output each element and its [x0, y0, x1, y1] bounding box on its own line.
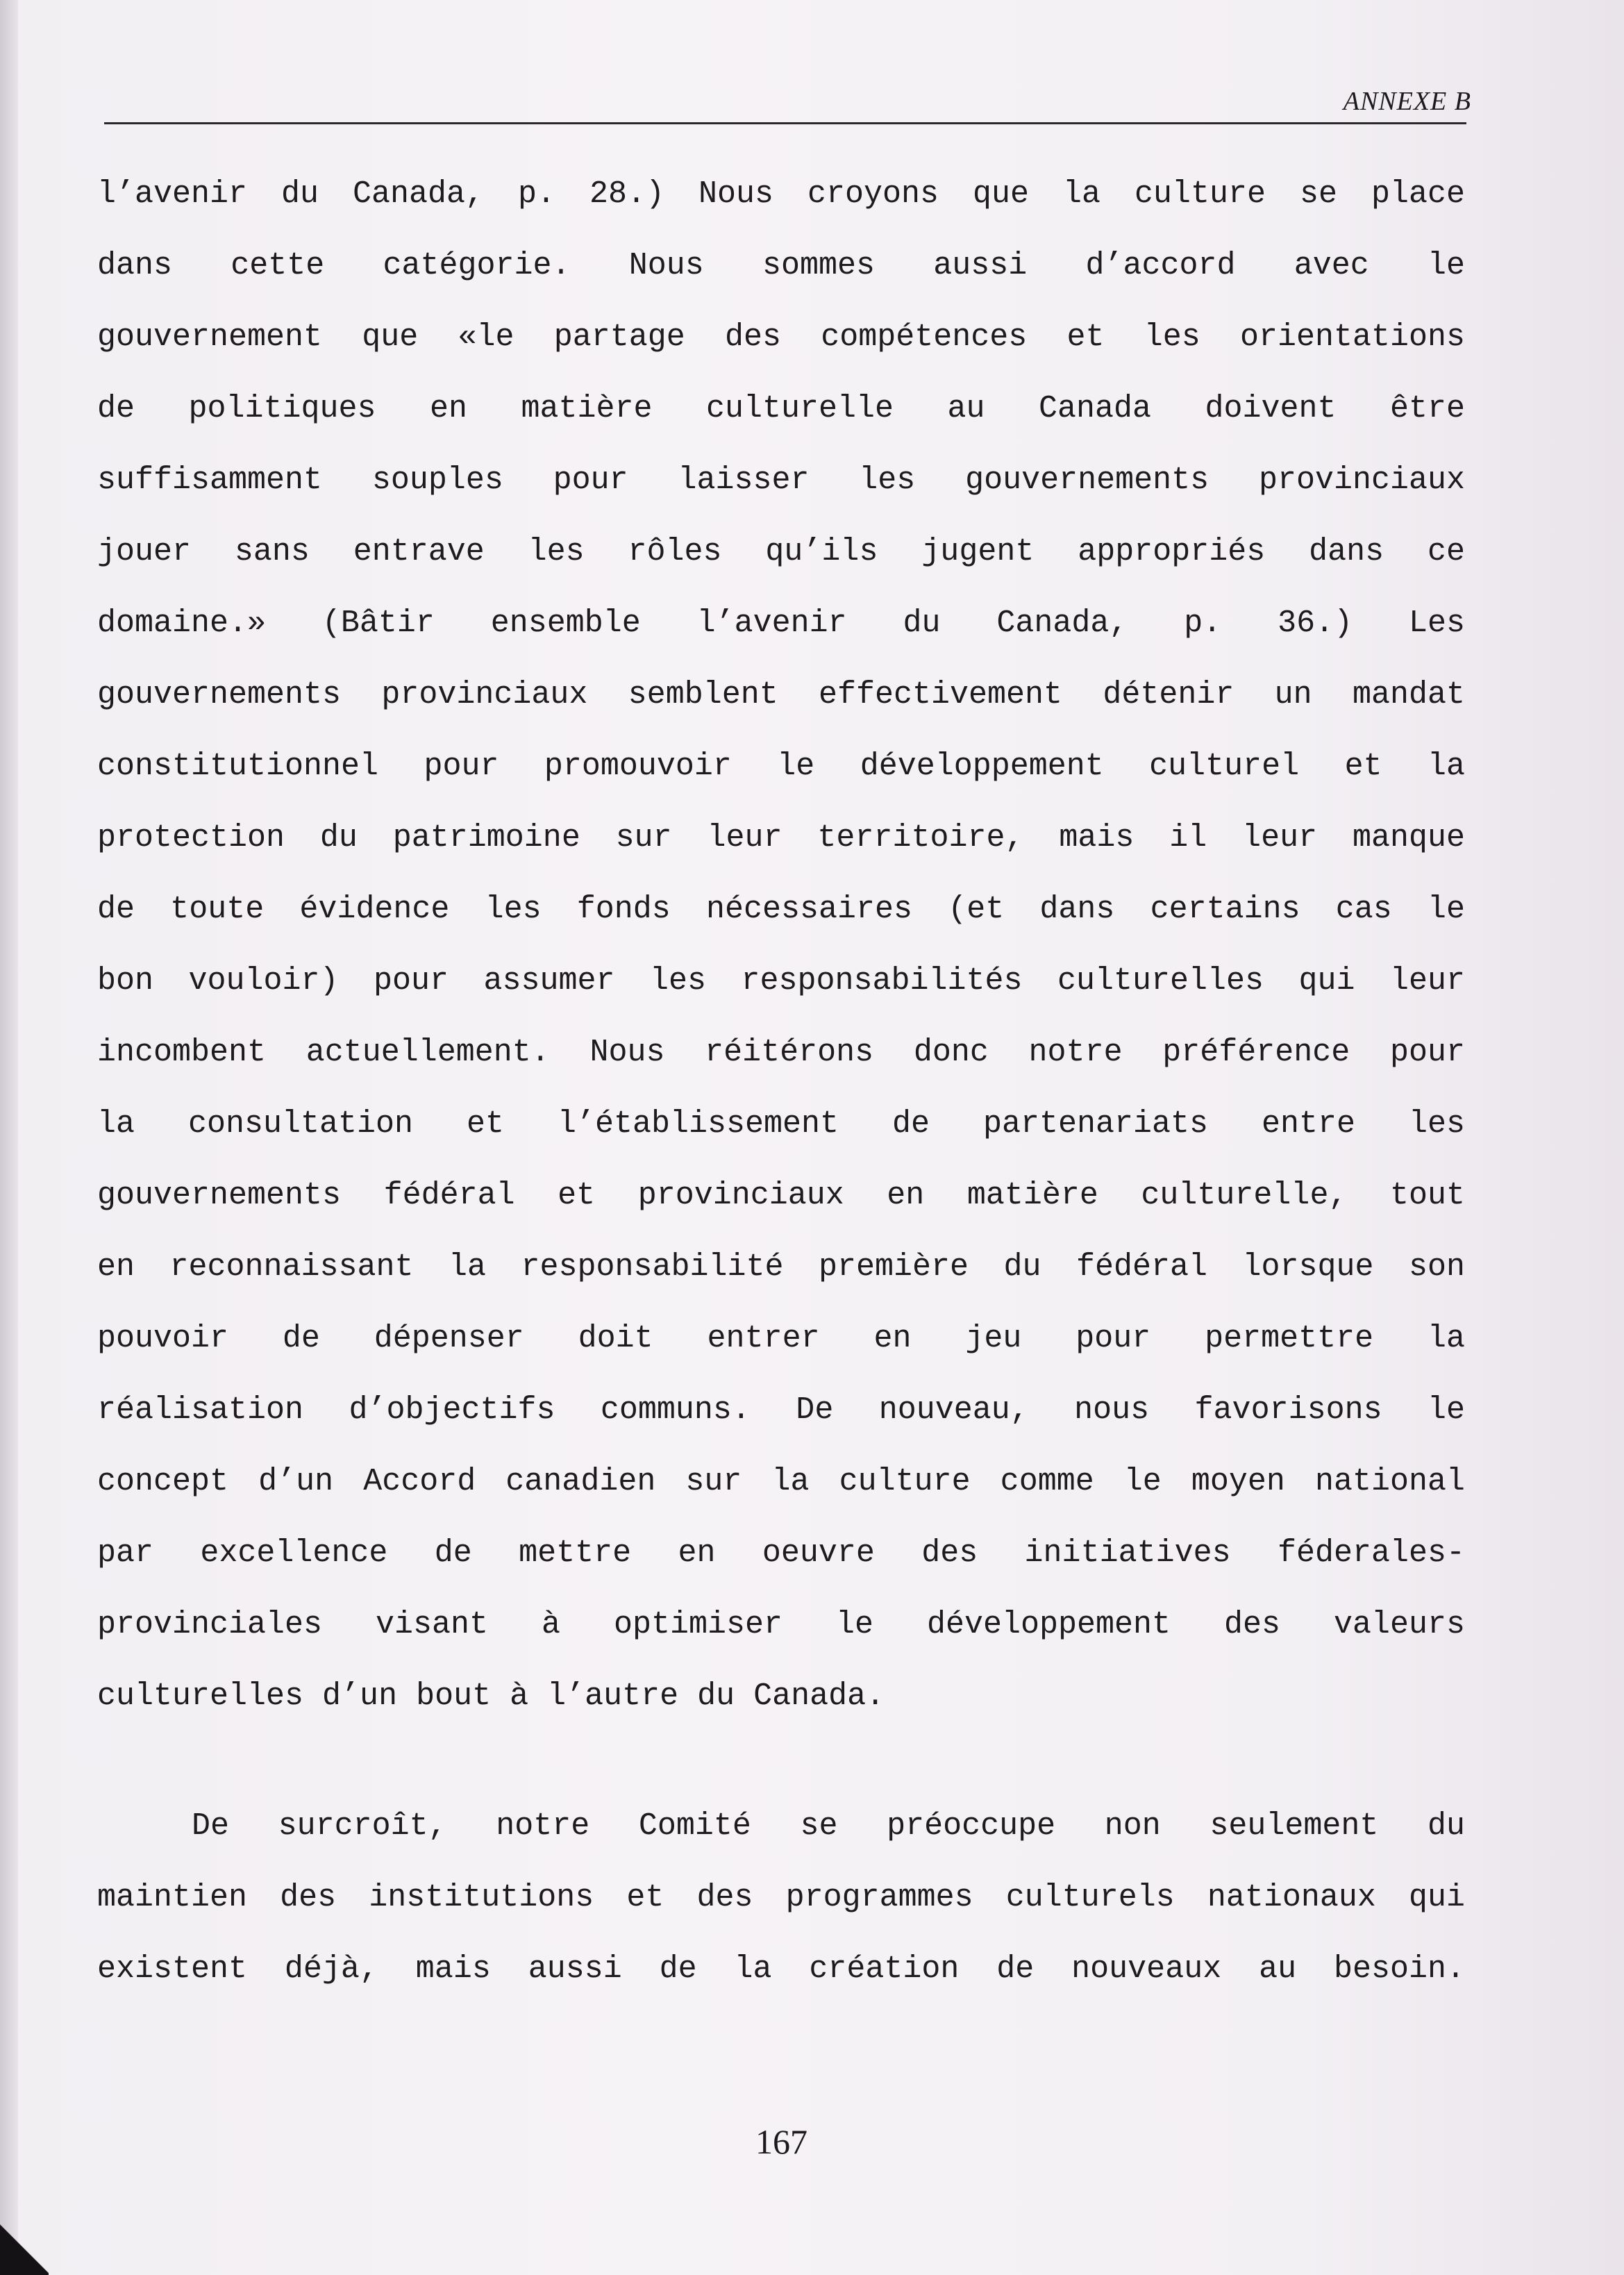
page-binding-shadow — [0, 0, 18, 2275]
text-line: bon vouloir) pour assumer les responsabilités culturelles qui leur — [97, 963, 1465, 999]
text-line: culturelles d’un bout à l’autre du Canada. — [97, 1678, 885, 1714]
text-line: en reconnaissant la responsabilité première du fédéral lorsque son — [97, 1249, 1465, 1285]
text-line: gouvernements provinciaux semblent effectivement détenir un mandat — [97, 677, 1465, 712]
text-line: gouvernements fédéral et provinciaux en matière culturelle, tout — [97, 1178, 1465, 1213]
body-text — [97, 167, 1465, 2013]
text-line: suffisamment souples pour laisser les gouvernements provinciaux — [97, 462, 1465, 498]
paragraph-spacer — [97, 1740, 1465, 1799]
text-line: domaine.» (Bâtir ensemble l’avenir du Canada, p. 36.) Les — [97, 606, 1465, 641]
header-rule — [104, 122, 1466, 124]
text-line: maintien des institutions et des programmes culturels nationaux qui — [97, 1880, 1465, 1915]
text-line: l’avenir du Canada, p. 28.) Nous croyons que la culture se place — [97, 176, 1465, 212]
text-line: jouer sans entrave les rôles qu’ils jugent appropriés dans ce — [97, 534, 1465, 569]
text-line: provinciales visant à optimiser le développement des valeurs — [97, 1607, 1465, 1642]
paragraph — [97, 1799, 1465, 2013]
scan-corner-shadow — [0, 2212, 49, 2275]
page-number: 167 — [755, 2122, 807, 2161]
text-line: la consultation et l’établissement de partenariats entre les — [97, 1106, 1465, 1142]
paragraph — [97, 167, 1465, 1740]
text-line: constitutionnel pour promouvoir le développement culturel et la — [97, 749, 1465, 784]
text-line: dans cette catégorie. Nous sommes aussi d’accord avec le — [97, 248, 1465, 283]
text-line: pouvoir de dépenser doit entrer en jeu pour permettre la — [97, 1321, 1465, 1356]
text-line: par excellence de mettre en oeuvre des initiatives féderales- — [97, 1535, 1465, 1571]
text-line: gouvernement que «le partage des compétences et les orientations — [97, 319, 1465, 355]
text-line: De surcroît, notre Comité se préoccupe non seulement du — [192, 1808, 1465, 1844]
text-line: protection du patrimoine sur leur territoire, mais il leur manque — [97, 820, 1465, 856]
text-line: réalisation d’objectifs communs. De nouveau, nous favorisons le — [97, 1392, 1465, 1428]
text-line: concept d’un Accord canadien sur la culture comme le moyen national — [97, 1464, 1465, 1499]
text-line: de politiques en matière culturelle au Canada doivent être — [97, 391, 1465, 426]
running-head: ANNEXE B — [1343, 87, 1471, 116]
text-line: de toute évidence les fonds nécessaires (et dans certains cas le — [97, 892, 1465, 927]
text-line: incombent actuellement. Nous réitérons donc notre préférence pour — [97, 1035, 1465, 1070]
text-line: existent déjà, mais aussi de la création de nouveaux au besoin. — [97, 1951, 1465, 1987]
